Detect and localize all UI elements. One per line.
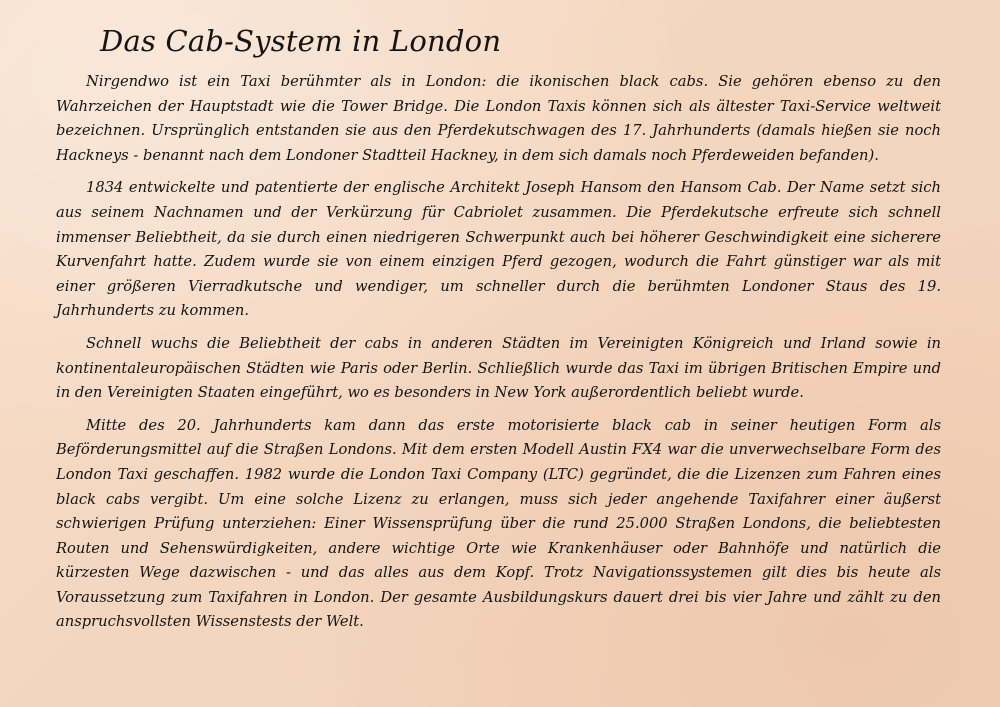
paragraph-3: Schnell wuchs die Beliebtheit der cabs in anderen Städten im Vereinigten Königreich und Irland sowie in kontinentaleuropäischen Städten wie Paris oder Berlin. Schließlich wurde das Taxi im übrigen Britischen Empire und in den Vereinigten Staaten eingeführt, wo es besonders in New York außerordentlich beliebt wurde. (56, 334, 941, 402)
paragraph-2: 1834 entwickelte und patentierte der englische Architekt Joseph Hansom den Hansom Cab. Der Name setzt sich aus seinem Nachnamen und der Verkürzung für Cabriolet zusammen. Die Pferdekutsche erfreute sich schnell immenser Beliebtheit, da sie durch einen niedrigeren Schwerpunkt auch bei höherer Geschwindigkeit eine sicherere Kurvenfahrt hatte. Zudem wurde sie von einem einzigen Pferd gezogen, wodurch die Fahrt günstiger war als mit einer größeren Vierradkutsche und wendiger, um schneller durch die berühmten Londoner Staus des 19. Jahrhunderts zu kommen. (56, 179, 941, 320)
paragraph-1: Nirgendwo ist ein Taxi berühmter als in London: die ikonischen black cabs. Sie gehören ebenso zu den Wahrzeichen der Hauptstadt wie die Tower Bridge. Die London Taxis können sich als ältester Taxi-Service weltweit bezeichnen. Ursprünglich entstanden sie aus den Pferdekutschwagen des 17. Jahrhunderts (damals hießen sie noch Hackneys - benannt nach dem Londoner Stadtteil Hackney, in dem sich damals noch Pferdeweiden befanden). (56, 73, 941, 164)
page-title: Das Cab-System in London (100, 24, 502, 58)
document-page (56, 22, 941, 635)
paragraph-4: Mitte des 20. Jahrhunderts kam dann das erste motorisierte black cab in seiner heutigen Form als Beförderungsmittel auf die Straßen Londons. Mit dem ersten Modell Austin FX4 war die unverwechselbare Form des London Taxi geschaffen. 1982 wurde die London Taxi Company (LTC) gegründet, die die Lizenzen zum Fahren eines black cabs vergibt. Um eine solche Lizenz zu erlangen, muss sich jeder angehende Taxifahrer einer äußerst schwierigen Prüfung unterziehen: Einer Wissensprüfung über die rund 25.000 Straßen Londons, die beliebtesten Routen und Sehenswürdigkeiten, andere wichtige Orte wie Krankenhäuser oder Bahnhöfe und natürlich die kürzesten Wege dazwischen - und das alles aus dem Kopf. Trotz Navigationssystemen gilt dies bis heute als Voraussetzung zum Taxifahren in London. Der gesamte Ausbildungskurs dauert drei bis vier Jahre und zählt zu den anspruchsvollsten Wissenstests der Welt. (56, 416, 941, 631)
